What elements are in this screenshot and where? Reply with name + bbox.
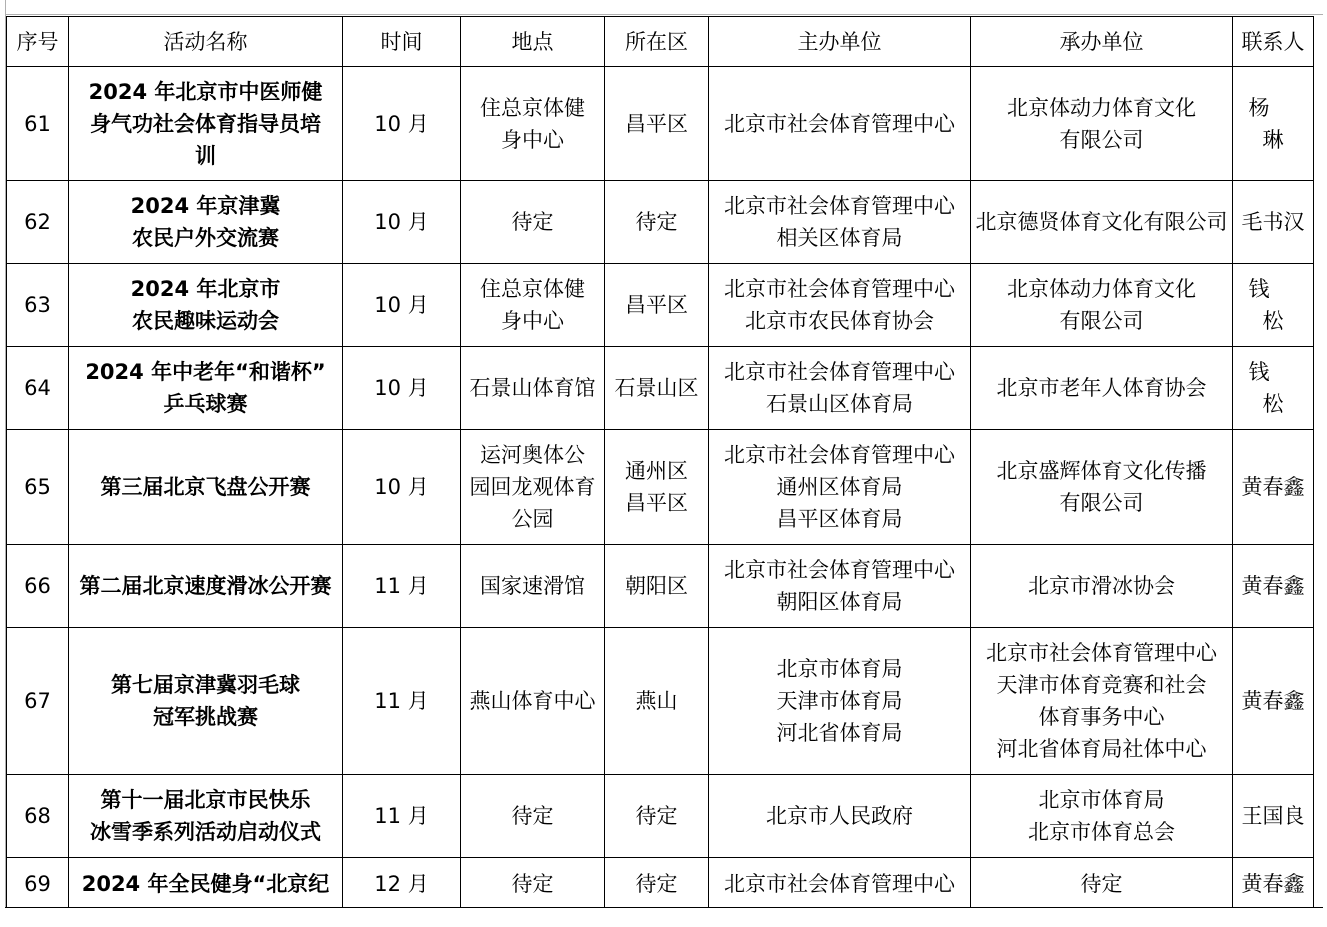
row-place: 待定 <box>461 775 605 858</box>
row-organizer: 北京市社会体育管理中心 石景山区体育局 <box>709 347 971 430</box>
row-undertaker: 北京体动力体育文化 有限公司 <box>971 67 1233 181</box>
row-district: 待定 <box>605 181 709 264</box>
row-contact: 黄春鑫 <box>1233 545 1314 628</box>
row-contact-text: 钱松 <box>1248 277 1312 333</box>
row-event-name: 第三届北京飞盘公开赛 <box>69 430 343 545</box>
table-row <box>7 181 1314 264</box>
row-no: 65 <box>7 430 69 545</box>
row-contact: 王国良 <box>1233 775 1314 858</box>
row-contact-text: 钱松 <box>1248 360 1312 416</box>
row-organizer: 北京市社会体育管理中心 通州区体育局 昌平区体育局 <box>709 430 971 545</box>
row-contact <box>1233 347 1314 430</box>
row-place: 石景山体育馆 <box>461 347 605 430</box>
header-no: 序号 <box>7 17 69 67</box>
header-time: 时间 <box>343 17 461 67</box>
row-district: 昌平区 <box>605 67 709 181</box>
header-district: 所在区 <box>605 17 709 67</box>
header-contact: 联系人 <box>1233 17 1314 67</box>
row-contact <box>1233 264 1314 347</box>
header-name: 活动名称 <box>69 17 343 67</box>
table-row <box>7 775 1314 858</box>
row-time: 10 月 <box>343 264 461 347</box>
table-row <box>7 545 1314 628</box>
row-organizer: 北京市社会体育管理中心 北京市农民体育协会 <box>709 264 971 347</box>
table-row <box>7 264 1314 347</box>
table-row <box>7 67 1314 181</box>
table-row <box>7 347 1314 430</box>
row-contact: 黄春鑫 <box>1233 628 1314 775</box>
header-row <box>7 17 1314 67</box>
row-place: 待定 <box>461 181 605 264</box>
events-table <box>6 16 1314 910</box>
page-break-strip <box>5 907 1323 927</box>
header-place: 地点 <box>461 17 605 67</box>
row-undertaker: 北京市老年人体育协会 <box>971 347 1233 430</box>
row-organizer: 北京市社会体育管理中心 相关区体育局 <box>709 181 971 264</box>
row-district: 通州区 昌平区 <box>605 430 709 545</box>
row-undertaker: 北京市社会体育管理中心 天津市体育竞赛和社会 体育事务中心 河北省体育局社体中心 <box>971 628 1233 775</box>
row-event-name: 2024 年中老年“和谐杯” 乒乓球赛 <box>69 347 343 430</box>
row-undertaker: 待定 <box>971 858 1233 910</box>
row-undertaker: 北京德贤体育文化有限公司 <box>971 181 1233 264</box>
row-no: 63 <box>7 264 69 347</box>
row-time: 10 月 <box>343 430 461 545</box>
row-event-name: 2024 年北京市中医师健 身气功社会体育指导员培 训 <box>69 67 343 181</box>
row-district: 待定 <box>605 775 709 858</box>
row-event-name: 第七届京津冀羽毛球 冠军挑战赛 <box>69 628 343 775</box>
row-event-name: 2024 年北京市 农民趣味运动会 <box>69 264 343 347</box>
table-row <box>7 430 1314 545</box>
row-district: 待定 <box>605 858 709 910</box>
row-organizer: 北京市社会体育管理中心 朝阳区体育局 <box>709 545 971 628</box>
header-organizer: 主办单位 <box>709 17 971 67</box>
row-place: 国家速滑馆 <box>461 545 605 628</box>
row-time: 11 月 <box>343 628 461 775</box>
row-contact: 黄春鑫 <box>1233 430 1314 545</box>
row-place: 待定 <box>461 858 605 910</box>
row-event-name: 第二届北京速度滑冰公开赛 <box>69 545 343 628</box>
row-organizer: 北京市社会体育管理中心 <box>709 858 971 910</box>
row-no: 68 <box>7 775 69 858</box>
row-event-name: 第十一届北京市民快乐 冰雪季系列活动启动仪式 <box>69 775 343 858</box>
table-row <box>7 858 1314 910</box>
row-contact <box>1233 67 1314 181</box>
row-undertaker: 北京体动力体育文化 有限公司 <box>971 264 1233 347</box>
row-place: 住总京体健 身中心 <box>461 67 605 181</box>
row-no: 61 <box>7 67 69 181</box>
row-place: 燕山体育中心 <box>461 628 605 775</box>
row-no: 67 <box>7 628 69 775</box>
row-no: 69 <box>7 858 69 910</box>
row-district: 昌平区 <box>605 264 709 347</box>
row-time: 10 月 <box>343 347 461 430</box>
row-event-name: 2024 年京津冀 农民户外交流赛 <box>69 181 343 264</box>
row-time: 10 月 <box>343 67 461 181</box>
row-time: 11 月 <box>343 545 461 628</box>
row-event-name: 2024 年全民健身“北京纪 <box>69 858 343 910</box>
row-undertaker: 北京盛辉体育文化传播 有限公司 <box>971 430 1233 545</box>
row-time: 10 月 <box>343 181 461 264</box>
row-no: 62 <box>7 181 69 264</box>
table-row <box>7 628 1314 775</box>
row-district: 朝阳区 <box>605 545 709 628</box>
row-time: 11 月 <box>343 775 461 858</box>
row-contact: 黄春鑫 <box>1233 858 1314 910</box>
row-place: 运河奥体公 园回龙观体育 公园 <box>461 430 605 545</box>
row-no: 64 <box>7 347 69 430</box>
row-contact: 毛书汉 <box>1233 181 1314 264</box>
row-no: 66 <box>7 545 69 628</box>
header-undertaker: 承办单位 <box>971 17 1233 67</box>
row-organizer: 北京市社会体育管理中心 <box>709 67 971 181</box>
row-organizer: 北京市体育局 天津市体育局 河北省体育局 <box>709 628 971 775</box>
row-district: 石景山区 <box>605 347 709 430</box>
row-undertaker: 北京市滑冰协会 <box>971 545 1233 628</box>
row-undertaker: 北京市体育局 北京市体育总会 <box>971 775 1233 858</box>
row-place: 住总京体健 身中心 <box>461 264 605 347</box>
row-organizer: 北京市人民政府 <box>709 775 971 858</box>
row-time: 12 月 <box>343 858 461 910</box>
row-contact-text: 杨琳 <box>1248 95 1312 152</box>
row-district: 燕山 <box>605 628 709 775</box>
page-edge-top <box>5 14 1323 15</box>
